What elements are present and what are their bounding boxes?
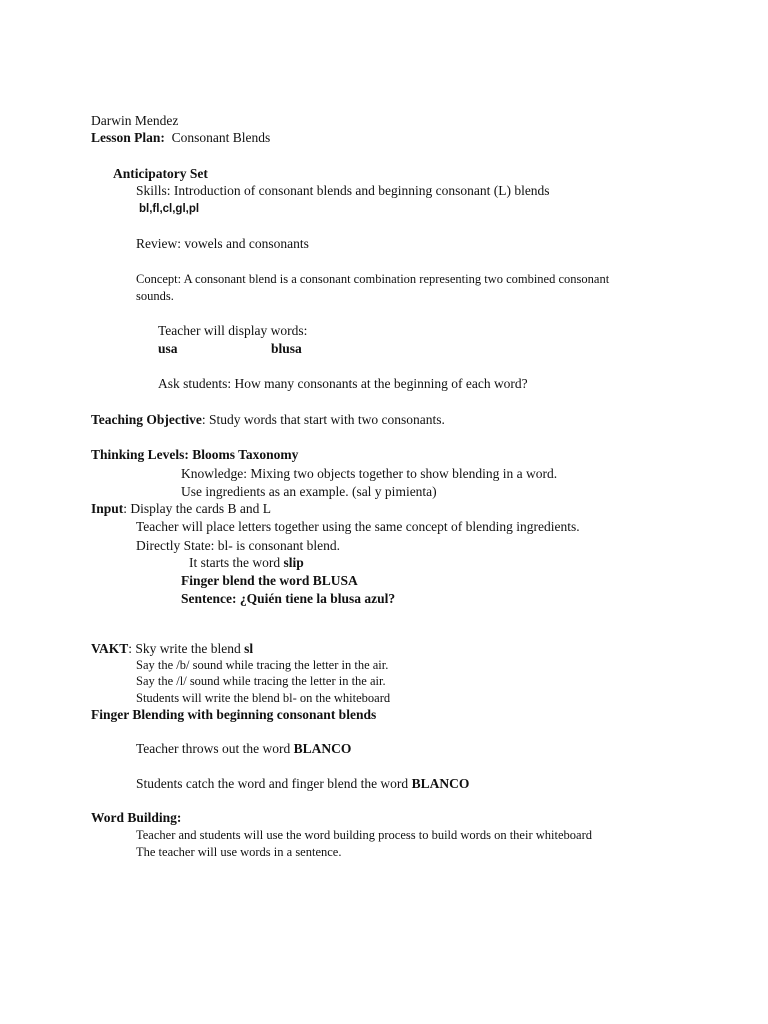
anticipatory-set-heading: Anticipatory Set [113, 166, 208, 181]
example-word-usa: usa [158, 341, 178, 356]
teaching-objective-text: : Study words that start with two consonants. [201, 412, 445, 427]
input-line4-text: It starts the word [189, 555, 284, 570]
word-building-heading: Word Building: [91, 810, 182, 825]
finger-blending-line2 [136, 776, 469, 792]
blends-list: bl,fl,cl,gl,pl [139, 203, 200, 215]
skills-text: Skills: Introduction of consonant blends and beginning consonant (L) blends [136, 183, 550, 198]
vakt-line3: Say the /l/ sound while tracing the letter in the air. [136, 674, 386, 688]
finger-blending-line1-word: BLANCO [293, 741, 352, 756]
example-word-blusa: blusa [271, 341, 302, 356]
lesson-plan-label: Lesson Plan: [91, 130, 165, 145]
input-line3: Directly State: bl- is consonant blend. [136, 538, 340, 553]
input-line4-word: slip [283, 555, 304, 570]
thinking-levels-line1: Knowledge: Mixing two objects together to show blending in a word. [181, 466, 558, 481]
vakt-line [91, 641, 253, 657]
vakt-line2: Say the /b/ sound while tracing the letter in the air. [136, 658, 389, 672]
finger-blending-line2-word: BLANCO [411, 776, 470, 791]
finger-blending-heading: Finger Blending with beginning consonant blends [91, 707, 377, 722]
lesson-plan-line [91, 130, 270, 146]
teaching-objective-label: Teaching Objective [91, 412, 202, 427]
thinking-levels-line2: Use ingredients as an example. (sal y pimienta) [181, 484, 437, 499]
author-name: Darwin Mendez [91, 113, 179, 128]
concept-text-line2: sounds. [136, 289, 174, 303]
vakt-label: VAKT [91, 641, 129, 656]
sentence-line: Sentence: ¿Quién tiene la blusa azul? [181, 591, 396, 606]
teaching-objective-line [91, 412, 445, 428]
input-line2: Teacher will place letters together using the same concept of blending ingredients. [136, 519, 580, 534]
vakt-blend: sl [244, 641, 254, 656]
lesson-plan-title: Consonant Blends [171, 130, 271, 145]
thinking-levels-heading: Thinking Levels: Blooms Taxonomy [91, 447, 299, 462]
review-text: Review: vowels and consonants [136, 236, 309, 251]
display-words-text: Teacher will display words: [158, 323, 308, 338]
word-building-line2: The teacher will use words in a sentence. [136, 845, 342, 859]
concept-text-line1: Concept: A consonant blend is a consonant combination representing two combined consonant [136, 272, 610, 286]
vakt-line4: Students will write the blend bl- on the whiteboard [136, 691, 391, 705]
input-text: : Display the cards B and L [123, 501, 271, 516]
vakt-text: : Sky write the blend [128, 641, 245, 656]
word-building-line1: Teacher and students will use the word building process to build words on their whiteboard [136, 828, 592, 842]
input-line4 [189, 555, 304, 571]
ask-students-text: Ask students: How many consonants at the beginning of each word? [158, 376, 528, 391]
input-label: Input [91, 501, 124, 516]
finger-blending-line2-text: Students catch the word and finger blend the word [136, 776, 412, 791]
finger-blend-blusa: Finger blend the word BLUSA [181, 573, 358, 588]
finger-blending-line1 [136, 741, 351, 757]
finger-blending-line1-text: Teacher throws out the word [136, 741, 294, 756]
input-line [91, 501, 271, 517]
